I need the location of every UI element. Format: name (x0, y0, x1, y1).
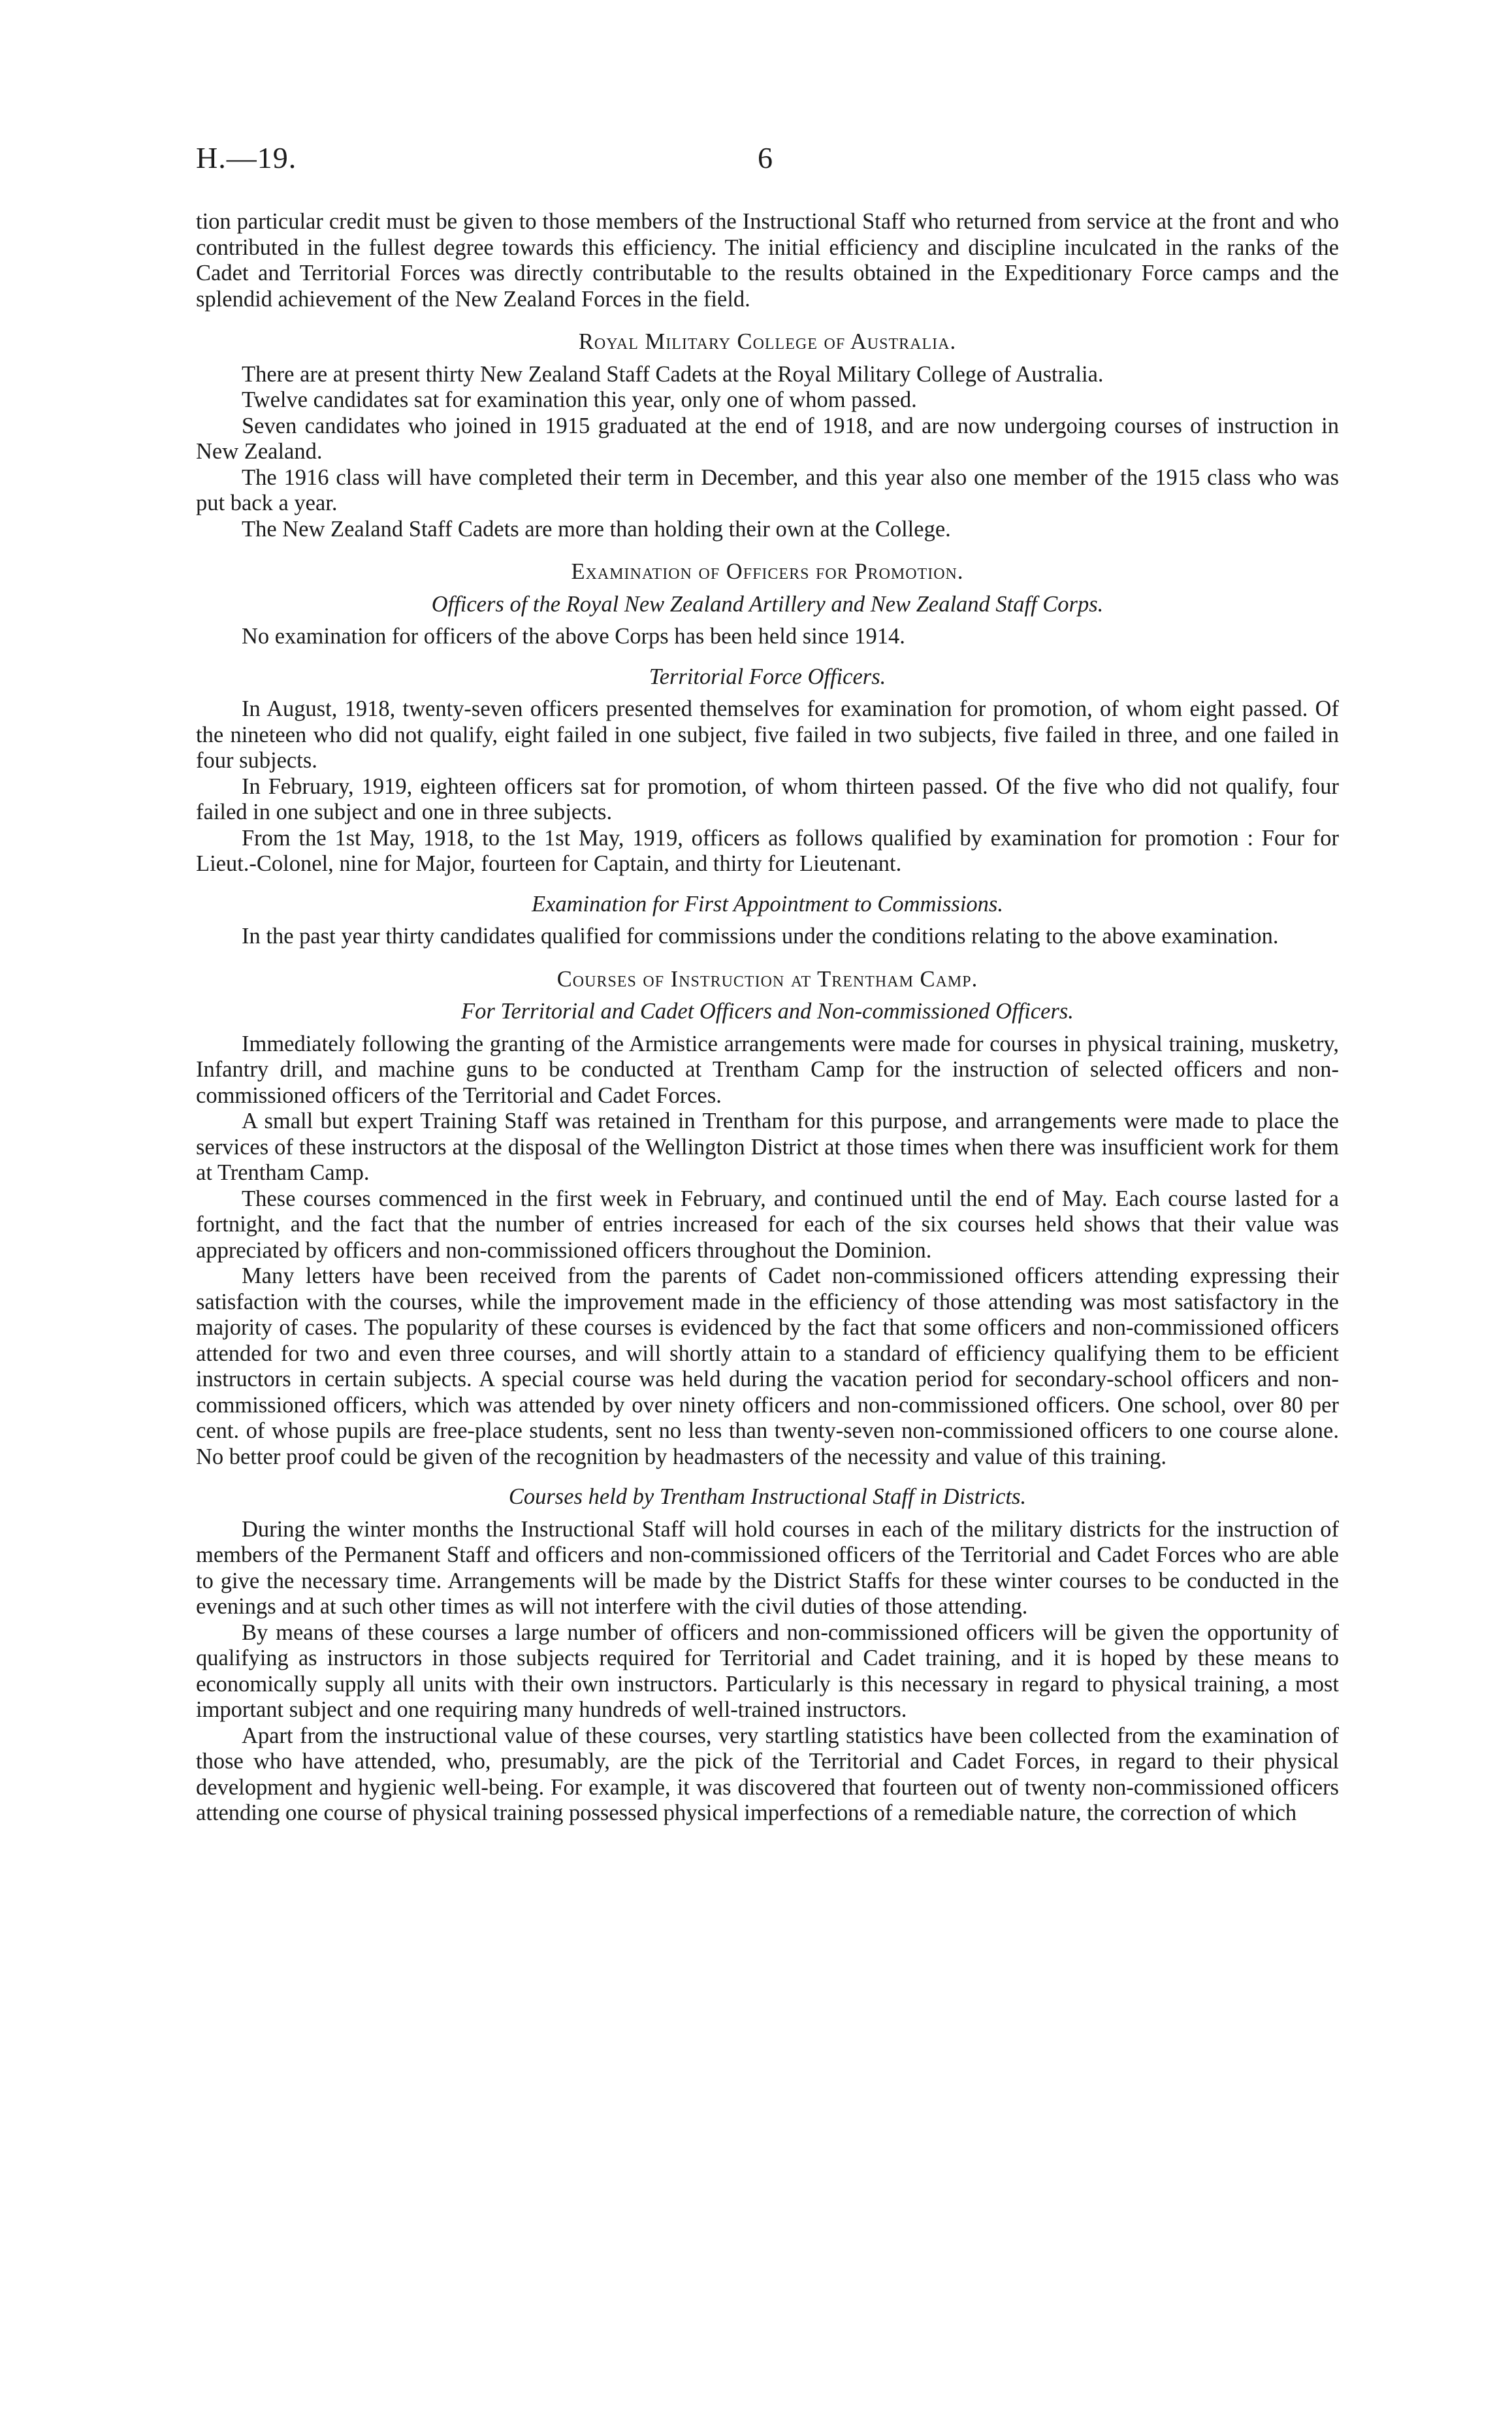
subheading-courses-in-districts: Courses held by Trentham Instructional Staff in Districts. (508, 1484, 1027, 1509)
subheading-territorial-force-officers: Territorial Force Officers. (649, 664, 886, 689)
paragraph: Apart from the instructional value of these courses, very startling statistics have been collected from the examination of those who have attended, who, presumably, are the pick of the Territorial and Cadet Forces, in regard to their physical development and hygienic well-being. For example, it was discovered that fourteen out of twenty non-commissioned officers attending one course of physical training possessed physical imperfections of a remediable nature, the correction of which (196, 1723, 1339, 1825)
paragraph: Seven candidates who joined in 1915 graduated at the end of 1918, and are now undergoing courses of instruction in New Zealand. (196, 413, 1339, 464)
paragraph: The 1916 class will have completed their term in December, and this year also one member of the 1915 class who was put back a year. (196, 464, 1339, 515)
paragraph: From the 1st May, 1918, to the 1st May, 1919, officers as follows qualified by examination for promotion : Four for Lieut.-Colonel, nine for Major, fourteen for Captain, and thirty for Lieutenant. (196, 825, 1339, 876)
paragraph: By means of these courses a large number of officers and non-commissioned officers will be given the opportunity of qualifying as instructors in those subjects required for Territorial and Cadet training, and it is hoped by these means to economically supply all units with their own instructors. Particularly is this necessary in regard to physical training, a most important subject and one requiring many hundreds of well-trained instructors. (196, 1619, 1339, 1722)
paragraph: There are at present thirty New Zealand Staff Cadets at the Royal Military College of Australia. (242, 361, 1104, 387)
section-heading-courses-trentham: Courses of Instruction at Trentham Camp. (556, 966, 978, 992)
subheading-first-appointment: Examination for First Appointment to Commissions. (532, 891, 1003, 917)
page-number: 6 (758, 141, 773, 174)
paragraph: Immediately following the granting of the Armistice arrangements were made for courses in physical training, musketry, Infantry drill, and machine guns to be conducted at Trentham Camp for the instruction of selected officers and non-commissioned officers of the Territorial and Cadet Forces. (196, 1031, 1339, 1108)
paragraph: The New Zealand Staff Cadets are more than holding their own at the College. (242, 516, 951, 542)
paragraph: No examination for officers of the above Corps has been held since 1914. (242, 624, 905, 649)
paragraph: Twelve candidates sat for examination this year, only one of whom passed. (242, 387, 917, 412)
page-body (196, 209, 1339, 1827)
subheading-artillery-staff-corps: Officers of the Royal New Zealand Artillery and New Zealand Staff Corps. (431, 591, 1104, 617)
document-code: H.—19. (196, 141, 297, 174)
page-header (196, 140, 1339, 186)
paragraph: During the winter months the Instructional Staff will hold courses in each of the military districts for the instruction of members of the Permanent Staff and officers and non-commissioned officers of the Territorial and Cadet Forces who are able to give the necessary time. Arrangements will be made by the District Staffs for these winter courses to be conducted in the evenings and at such other times as will not interfere with the civil duties of those attending. (196, 1516, 1339, 1619)
paragraph: In the past year thirty candidates qualified for commissions under the conditions relating to the above examination. (242, 924, 1279, 949)
continued-paragraph: tion particular credit must be given to those members of the Instructional Staff who returned from service at the front and who contributed in the fullest degree towards this efficiency. The initial efficiency and discipline inculcated in the ranks of the Cadet and Territorial Forces was directly contributable to the results obtained in the Expeditionary Force camps and the splendid achievement of the New Zealand Forces in the field. (196, 209, 1339, 312)
section-heading-royal-military-college: Royal Military College of Australia. (578, 329, 957, 354)
paragraph: A small but expert Training Staff was retained in Trentham for this purpose, and arrangements were made to place the services of these instructors at the disposal of the Wellington District at those times when there was insufficient work for them at Trentham Camp. (196, 1109, 1339, 1185)
paragraph: These courses commenced in the first week in February, and continued until the end of May. Each course lasted for a fortnight, and the fact that the number of entries increased for each of the six courses held shows that their value was appreciated by officers and non-commissioned officers throughout the Dominion. (196, 1186, 1339, 1263)
paragraph: In February, 1919, eighteen officers sat for promotion, of whom thirteen passed. Of the five who did not qualify, four failed in one subject and one in three subjects. (196, 773, 1339, 824)
section-heading-examination-of-officers: Examination of Officers for Promotion. (571, 559, 964, 584)
paragraph: Many letters have been received from the parents of Cadet non-commissioned officers attending expressing their satisfaction with the courses, while the improvement made in the efficiency of those attending was most satisfactory in the majority of cases. The popularity of these courses is evidenced by the fact that some officers and non-commissioned officers attended for two and even three courses, and will shortly attain to a standard of efficiency qualifying them to be efficient instructors in certain subjects. A special course was held during the vacation period for secondary-school officers and non-commissioned officers, which was attended by over ninety officers and non-commissioned officers. One school, over 80 per cent. of whose pupils are free-place students, sent no less than twenty-seven non-commissioned officers to one course alone. No better proof could be given of the recognition by headmasters of the necessity and value of this training. (196, 1263, 1339, 1469)
subheading-territorial-cadet-officers: For Territorial and Cadet Officers and Non-commissioned Officers. (461, 999, 1074, 1024)
paragraph: In August, 1918, twenty-seven officers presented themselves for examination for promotion, of whom eight passed. Of the nineteen who did not qualify, eight failed in one subject, five failed in two subjects, five failed in three, and one failed in four subjects. (196, 696, 1339, 773)
